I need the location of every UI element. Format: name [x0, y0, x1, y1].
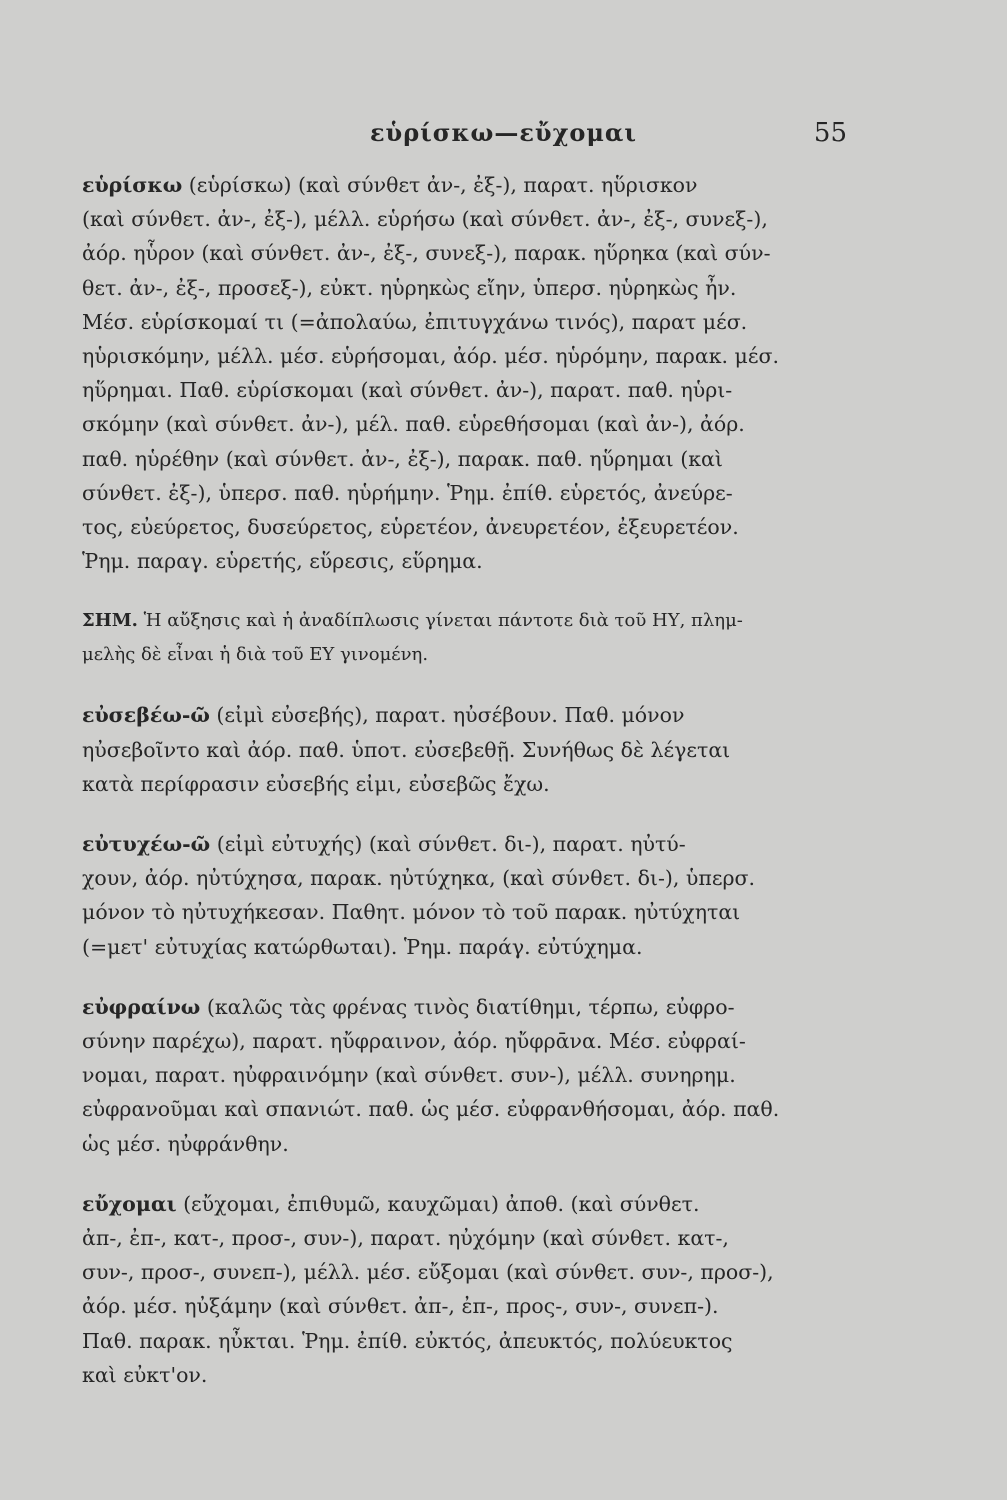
entry-line: εὐσεβέω-ῶ (εἰμὶ εὐσεβής), παρατ. ηὐσέβουν. Παθ. μόνον	[82, 703, 685, 728]
headword: εὑρίσκω	[82, 173, 183, 197]
entry-line: (καὶ σύνθετ. ἀν-, ἐξ-), μέλλ. εὑρήσω (καὶ σύνθετ. ἀν-, ἐξ-, συνεξ-),	[82, 207, 768, 232]
running-title: εὑρίσκω—εὔχομαι	[369, 118, 638, 147]
entry-line: συν-, προσ-, συνεπ-), μέλλ. μέσ. εὔξομαι (καὶ σύνθετ. συν-, προσ-),	[82, 1260, 774, 1285]
entry-line: μόνον τὸ ηὐτυχήκεσαν. Παθητ. μόνον τὸ τοῦ παρακ. ηὐτύχηται	[82, 900, 741, 925]
entry-line: θετ. ἀν-, ἐξ-, προσεξ-), εὐκτ. ηὑρηκὼς εἴην, ὑπερσ. ηὑρηκὼς ἦν.	[82, 275, 737, 300]
note-sem	[82, 604, 852, 672]
entry-line: ηὐσεβοῖντο καὶ ἀόρ. παθ. ὑποτ. εὐσεβεθῇ. Συνήθως δὲ λέγεται	[82, 737, 731, 762]
entry-euchomai	[82, 1187, 852, 1392]
entry-line: εὐτυχέω-ῶ (εἰμὶ εὐτυχής) (καὶ σύνθετ. δι-), παρατ. ηὐτύ-	[82, 832, 686, 857]
entry-heurisko	[82, 168, 852, 578]
entry-line: κατὰ περίφρασιν εὐσεβής εἰμι, εὐσεβῶς ἔχω.	[82, 771, 550, 796]
entry-line: ἀπ-, ἐπ-, κατ-, προσ-, συν-), παρατ. ηὐχόμην (καὶ σύνθετ. κατ-,	[82, 1226, 729, 1251]
headword: εὐφραίνω	[82, 994, 201, 1019]
entry-line: εὔχομαι (εὔχομαι, ἐπιθυμῶ, καυχῶμαι) ἀποθ. (καὶ σύνθετ.	[82, 1191, 700, 1216]
entry-line: ἀόρ. μέσ. ηὐξάμην (καὶ σύνθετ. ἀπ-, ἐπ-, προς-, συν-, συνεπ-).	[82, 1294, 719, 1319]
entry-euphraino	[82, 990, 852, 1161]
dictionary-body	[82, 168, 852, 1418]
entry-line: χουν, ἀόρ. ηὐτύχησα, παρακ. ηὐτύχηκα, (καὶ σύνθετ. δι-), ὑπερσ.	[82, 866, 756, 891]
entry-line: μελὴς δὲ εἶναι ἡ διὰ τοῦ ΕΥ γινομένη.	[82, 644, 429, 666]
entry-line: ηὕρημαι. Παθ. εὑρίσκομαι (καὶ σύνθετ. ἀν-), παρατ. παθ. ηὑρι-	[82, 378, 733, 403]
headword: εὐτυχέω-ῶ	[82, 832, 211, 857]
entry-line: τος, εὐεύρετος, δυσεύρετος, εὑρετέον, ἀνευρετέον, ἐξευρετέον.	[82, 515, 739, 540]
entry-line: καὶ εὐκτ'ον.	[82, 1362, 208, 1387]
entry-line: σκόμην (καὶ σύνθετ. ἀν-), μέλ. παθ. εὑρεθήσομαι (καὶ ἀν-), ἀόρ.	[82, 412, 745, 437]
entry-line: ἀόρ. ηὗρον (καὶ σύνθετ. ἀν-, ἐξ-, συνεξ-), παρακ. ηὕρηκα (καὶ σύν-	[82, 241, 771, 266]
entry-line: Παθ. παρακ. ηὖκται. Ῥημ. ἐπίθ. εὐκτός, ἀπευκτός, πολύευκτος	[82, 1328, 733, 1353]
entry-line: ὡς μέσ. ηὐφράνθην.	[82, 1131, 289, 1156]
entry-line: (=μετ' εὐτυχίας κατώρθωται). Ῥημ. παράγ. εὐτύχημα.	[82, 934, 643, 959]
entry-line: εὐφρανοῦμαι καὶ σπανιώτ. παθ. ὡς μέσ. εὐφρανθήσομαι, ἀόρ. παθ.	[82, 1097, 780, 1122]
entry-line: εὑρίσκω (εὑρίσκω) (καὶ σύνθετ ἀν-, ἐξ-), παρατ. ηὕρισκον	[82, 173, 698, 197]
entry-line: σύνην παρέχω), παρατ. ηὔφραινον, ἀόρ. ηὔφρᾱνα. Μέσ. εὐφραί-	[82, 1029, 746, 1054]
entry-eusebeo	[82, 698, 852, 801]
entry-line: νομαι, παρατ. ηὐφραινόμην (καὶ σύνθετ. συν-), μέλλ. συνηρημ.	[82, 1063, 736, 1088]
entry-line: Μέσ. εὑρίσκομαί τι (=ἀπολαύω, ἐπιτυγχάνω τινός), παρατ μέσ.	[82, 309, 748, 334]
page-header	[0, 118, 1007, 154]
entry-line: σύνθετ. ἐξ-), ὑπερσ. παθ. ηὑρήμην. Ῥημ. ἐπίθ. εὑρετός, ἀνεύρε-	[82, 480, 733, 505]
headword: ΣΗΜ.	[82, 610, 138, 632]
entry-line: Ῥημ. παραγ. εὑρετής, εὕρεσις, εὕρημα.	[82, 549, 483, 574]
entry-eutycheo	[82, 827, 852, 964]
entry-line: εὐφραίνω (καλῶς τὰς φρένας τινὸς διατίθημι, τέρπω, εὐφρο-	[82, 994, 735, 1019]
entry-line: ΣΗΜ. Ἡ αὔξησις καὶ ἡ ἀναδίπλωσις γίνεται πάντοτε διὰ τοῦ ΗΥ, πλημ-	[82, 610, 743, 632]
entry-line: παθ. ηὑρέθην (καὶ σύνθετ. ἀν-, ἐξ-), παρακ. παθ. ηὕρημαι (καὶ	[82, 446, 723, 471]
headword: εὔχομαι	[82, 1191, 177, 1216]
headword: εὐσεβέω-ῶ	[82, 703, 210, 728]
entry-line: ηὑρισκόμην, μέλλ. μέσ. εὑρήσομαι, ἀόρ. μέσ. ηὑρόμην, παρακ. μέσ.	[82, 344, 779, 369]
page-number: 55	[813, 118, 847, 148]
